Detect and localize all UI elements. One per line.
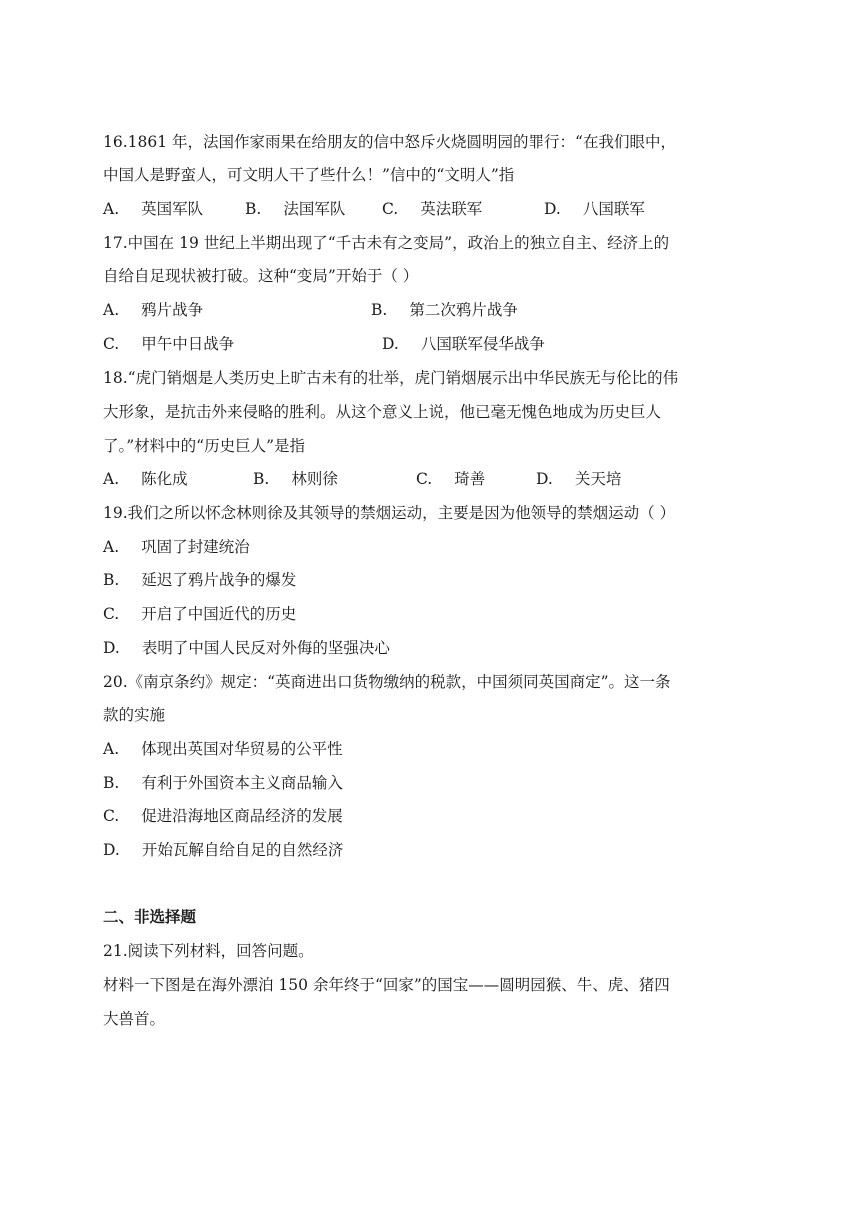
option-text: 体现出英国对华贸易的公平性 <box>141 740 343 758</box>
q19-stem-line1: 19.我们之所以怀念林则徐及其领导的禁烟运动，主要是因为他领导的禁烟运动（ ） <box>103 504 676 522</box>
q16-stem-line1: 16.1861 年，法国作家雨果在给朋友的信中怒斥火烧圆明园的罪行：“在我们眼中， <box>103 133 676 151</box>
option-text: 八国联军侵华战争 <box>420 335 545 353</box>
option-text: 法国军队 <box>283 200 346 218</box>
option-text: 林则徐 <box>291 470 338 488</box>
option-letter: C. <box>103 335 120 353</box>
option-letter: A. <box>103 470 120 488</box>
option-text: 开启了中国近代的历史 <box>141 605 297 623</box>
q18-stem-line1: 18.“虎门销烟是人类历史上旷古未有的壮举，虎门销烟展示出中华民族无与伦比的伟 <box>103 369 679 387</box>
q20-option-a[interactable] <box>103 738 343 760</box>
option-letter: D. <box>536 470 553 488</box>
q16-stem-line2: 中国人是野蛮人，可文明人干了些什么！”信中的“文明人”指 <box>103 166 515 184</box>
q18-option-c[interactable] <box>416 468 485 490</box>
option-letter: B. <box>103 774 120 792</box>
q18-option-a[interactable] <box>103 468 188 490</box>
option-text: 陈化成 <box>141 470 188 488</box>
q17-option-d[interactable] <box>382 333 545 355</box>
q20-stem-line1: 20.《南京条约》规定：“英商进出口货物缴纳的税款，中国须同英国商定”。这一条 <box>103 673 671 691</box>
option-text: 巩固了封建统治 <box>141 538 250 556</box>
option-text: 开始瓦解自给自足的自然经济 <box>141 841 344 859</box>
option-text: 第二次鸦片战争 <box>409 301 518 319</box>
q19-option-c[interactable] <box>103 603 296 625</box>
q17-stem-line1: 17.中国在 19 世纪上半期出现了“千古未有之变局”，政治上的独立自主、经济上的 <box>103 234 670 252</box>
q18-stem-line2: 大形象，是抗击外来侵略的胜利。从这个意义上说，他已毫无愧色地成为历史巨人 <box>103 403 662 421</box>
q21-stem-line1: 21.阅读下列材料，回答问题。 <box>103 942 314 960</box>
q18-option-d[interactable] <box>536 468 621 490</box>
q17-option-b[interactable] <box>371 299 518 321</box>
q16-option-d[interactable] <box>544 198 645 220</box>
option-text: 琦善 <box>454 470 486 488</box>
option-letter: B. <box>103 571 120 589</box>
q18-option-b[interactable] <box>253 468 338 490</box>
option-text: 甲午中日战争 <box>141 335 235 353</box>
option-text: 八国联军 <box>582 200 645 218</box>
q19-option-b[interactable] <box>103 569 296 591</box>
option-letter: A. <box>103 538 120 556</box>
q21-stem-line3: 大兽首。 <box>103 1010 166 1028</box>
q20-option-b[interactable] <box>103 772 343 794</box>
option-text: 表明了中国人民反对外侮的坚强决心 <box>141 639 390 657</box>
option-letter: D. <box>544 200 561 218</box>
option-letter: C. <box>416 470 433 488</box>
section-title-non-choice: 二、非选择题 <box>103 908 197 926</box>
option-letter: C. <box>103 605 120 623</box>
q16-option-c[interactable] <box>382 198 482 220</box>
option-letter: A. <box>103 740 120 758</box>
option-letter: D. <box>382 335 399 353</box>
option-letter: B. <box>371 301 388 319</box>
option-text: 英国军队 <box>141 200 204 218</box>
q19-option-a[interactable] <box>103 536 250 558</box>
q17-option-c[interactable] <box>103 333 234 355</box>
option-letter: C. <box>382 200 399 218</box>
option-letter: A. <box>103 200 120 218</box>
option-text: 促进沿海地区商品经济的发展 <box>141 807 343 825</box>
q20-option-c[interactable] <box>103 805 343 827</box>
option-text: 延迟了鸦片战争的爆发 <box>141 571 297 589</box>
option-letter: B. <box>245 200 262 218</box>
option-letter: C. <box>103 807 120 825</box>
q16-option-a[interactable] <box>103 198 203 220</box>
q20-stem-line2: 款的实施 <box>103 706 166 724</box>
q17-option-a[interactable] <box>103 299 203 321</box>
q17-stem-line2: 自给自足现状被打破。这种“变局”开始于（ ） <box>103 267 419 285</box>
q18-stem-line3: 了。”材料中的“历史巨人”是指 <box>103 437 306 455</box>
option-letter: B. <box>253 470 270 488</box>
q19-option-d[interactable] <box>103 637 390 659</box>
q20-option-d[interactable] <box>103 839 343 861</box>
option-letter: D. <box>103 639 120 657</box>
option-text: 关天培 <box>574 470 622 488</box>
q21-stem-line2: 材料一下图是在海外漂泊 150 余年终于“回家”的国宝——圆明园猴、牛、虎、猪四 <box>103 976 670 994</box>
option-text: 英法联军 <box>420 200 483 218</box>
option-letter: D. <box>103 841 120 859</box>
option-text: 有利于外国资本主义商品输入 <box>141 774 343 792</box>
q16-option-b[interactable] <box>245 198 345 220</box>
option-letter: A. <box>103 301 120 319</box>
option-text: 鸦片战争 <box>141 301 204 319</box>
